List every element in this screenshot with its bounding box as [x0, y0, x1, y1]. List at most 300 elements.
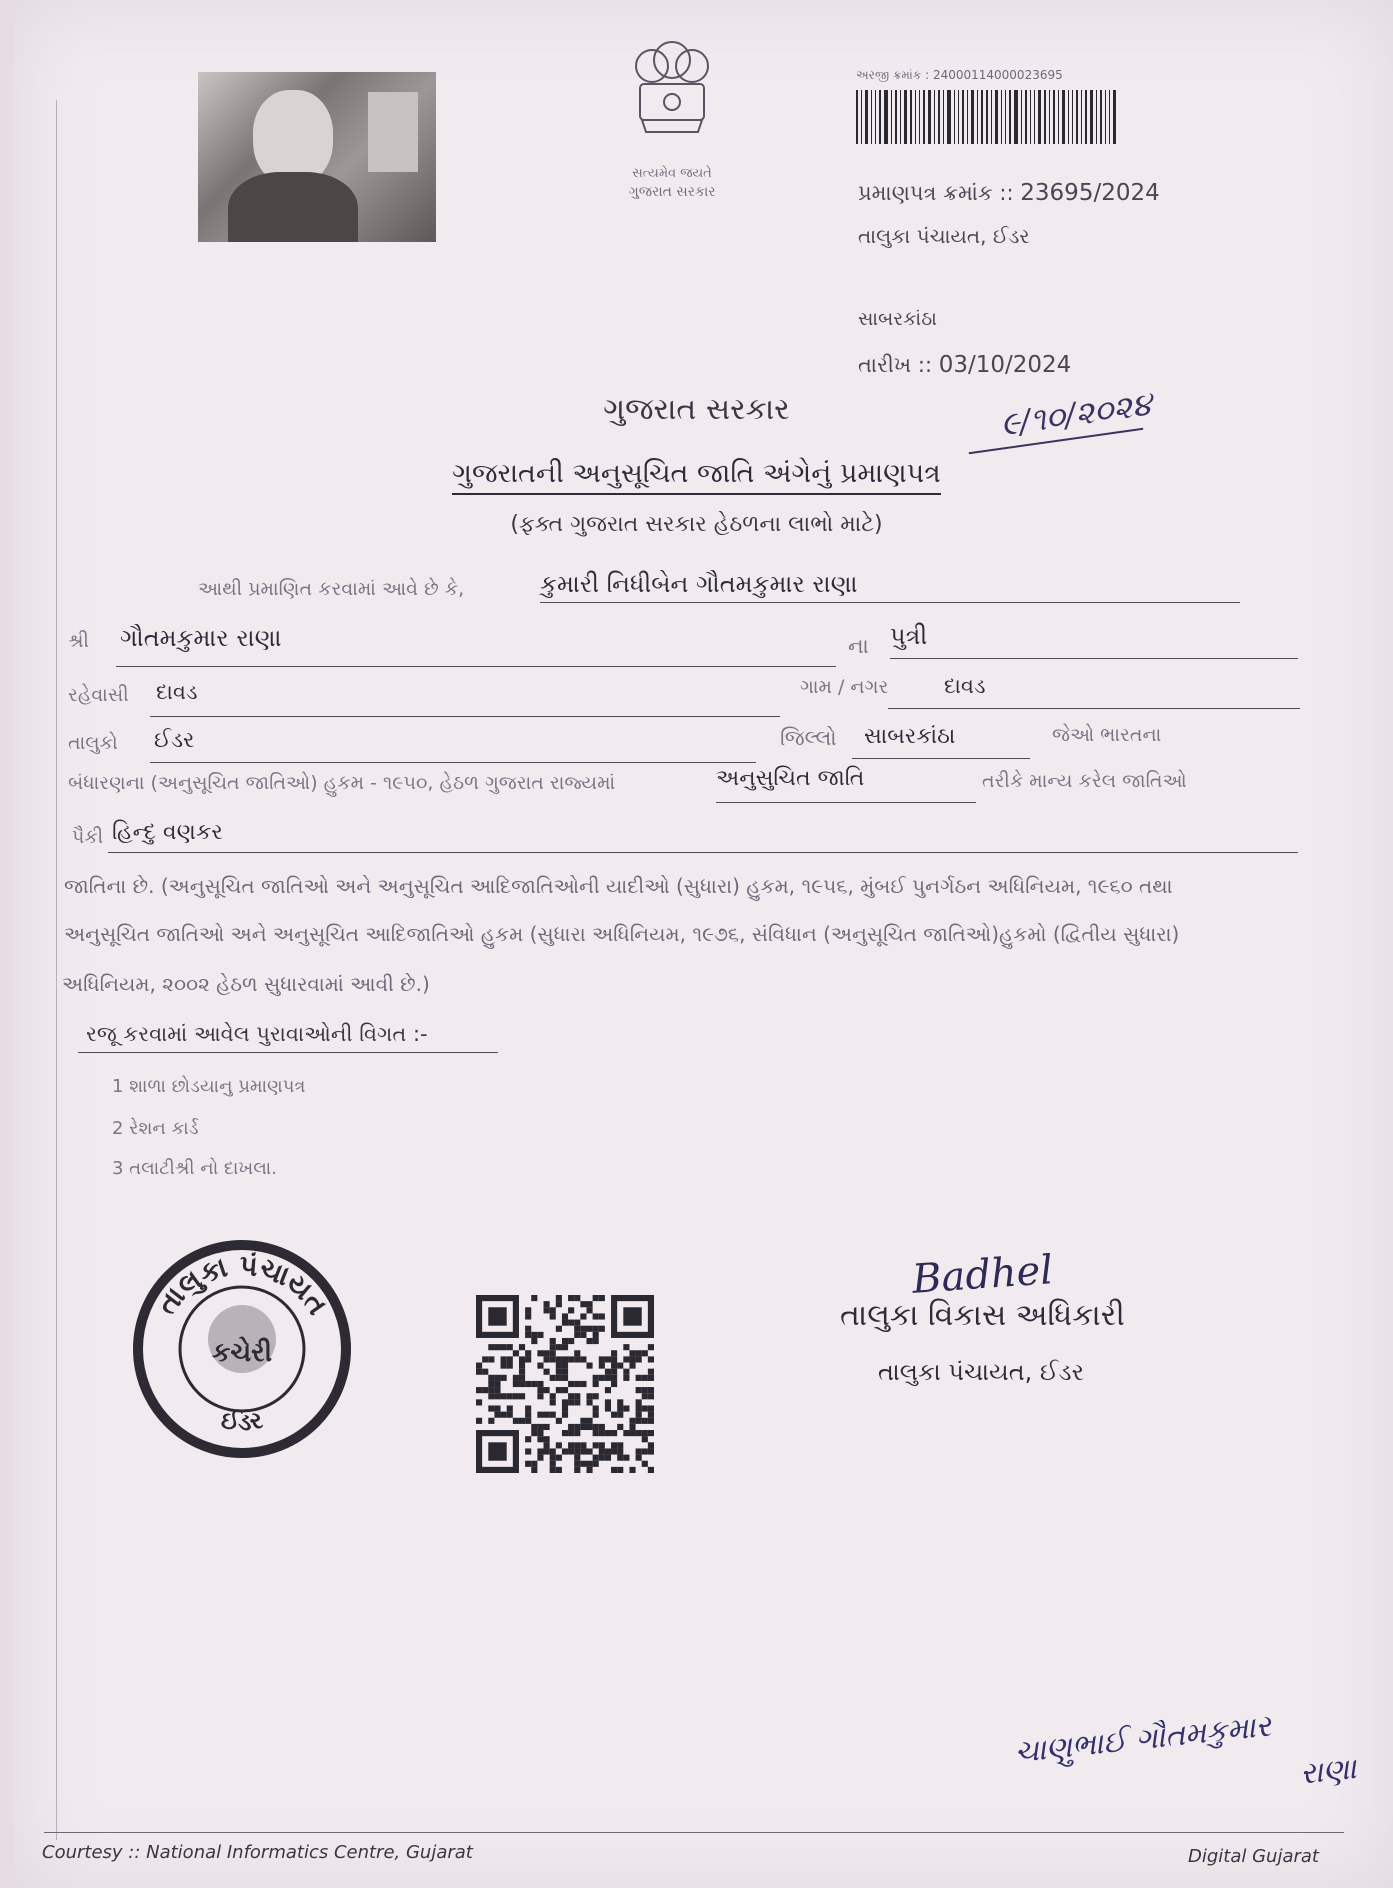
qr-module: [482, 1369, 488, 1375]
barcode-bar: [879, 90, 881, 144]
qr-module: [580, 1424, 586, 1430]
qr-module: [531, 1467, 537, 1473]
qr-module: [537, 1412, 543, 1418]
qr-module: [574, 1356, 580, 1362]
barcode-bar: [958, 90, 959, 144]
qr-module: [562, 1338, 568, 1344]
qr-module: [531, 1424, 537, 1430]
qr-code: [476, 1292, 654, 1476]
qr-module: [629, 1363, 635, 1369]
qr-module: [623, 1369, 629, 1375]
qr-module: [617, 1405, 623, 1411]
qr-module: [519, 1356, 525, 1362]
barcode-bar: [962, 90, 964, 144]
legal-text-line1: જાતિના છે. (અનુસૂચિત જાતિઓ અને અનુસૂચિત આદિજાતિઓની યાદીઓ (સુધારા) હુકમ, ૧૯૫૬, મુંબઈ પુનર્ગઠન અધિનિયમ, ૧૯૬૦ તથા: [64, 874, 1173, 898]
applicant-photo: [198, 72, 436, 242]
qr-module: [507, 1405, 513, 1411]
qr-module: [593, 1430, 599, 1436]
qr-module: [599, 1442, 605, 1448]
qr-module: [629, 1430, 635, 1436]
qr-module: [501, 1356, 507, 1362]
qr-module: [550, 1455, 556, 1461]
qr-module: [550, 1399, 556, 1405]
qr-module: [507, 1356, 513, 1362]
barcode-bar: [1025, 90, 1027, 144]
qr-module: [501, 1375, 507, 1381]
barcode-bar: [1090, 90, 1093, 144]
district-label: જિલ્લો: [780, 726, 837, 750]
qr-module: [586, 1363, 592, 1369]
shri-label: શ્રી: [68, 630, 89, 652]
barcode-bar: [865, 90, 868, 144]
qr-module: [568, 1430, 574, 1436]
qr-module: [593, 1424, 599, 1430]
qr-module: [580, 1418, 586, 1424]
qr-module: [642, 1393, 648, 1399]
qr-module: [507, 1344, 513, 1350]
qr-module: [605, 1455, 611, 1461]
resident-line: [150, 716, 780, 717]
qr-module: [586, 1307, 592, 1313]
qr-module: [525, 1436, 531, 1442]
qr-module: [599, 1430, 605, 1436]
qr-module: [562, 1320, 568, 1326]
qr-module: [531, 1332, 537, 1338]
qr-module: [593, 1455, 599, 1461]
qr-module: [611, 1442, 617, 1448]
legal-text-line3: અધિનિયમ, ૨૦૦૨ હેઠળ સુધારવામાં આવી છે.): [62, 972, 430, 996]
qr-module: [544, 1350, 550, 1356]
qr-module: [629, 1418, 635, 1424]
qr-module: [562, 1387, 568, 1393]
qr-module: [617, 1442, 623, 1448]
india-label: જેઓ ભારતના: [1052, 724, 1162, 746]
qr-module: [648, 1387, 654, 1393]
qr-module: [525, 1381, 531, 1387]
qr-module: [494, 1344, 500, 1350]
qr-module: [586, 1326, 592, 1332]
qr-module: [537, 1424, 543, 1430]
qr-module: [531, 1381, 537, 1387]
qr-module: [574, 1399, 580, 1405]
qr-module: [525, 1332, 531, 1338]
barcode-bar: [1014, 90, 1018, 144]
qr-module: [550, 1448, 556, 1454]
qr-module: [550, 1338, 556, 1344]
barcode-bar: [1038, 90, 1041, 144]
barcode-bar: [991, 90, 992, 144]
applicant-name-line: [540, 602, 1240, 603]
barcode-bar: [1021, 90, 1022, 144]
barcode-bar: [1072, 90, 1073, 144]
qr-module: [568, 1448, 574, 1454]
qr-module: [519, 1369, 525, 1375]
qr-module: [623, 1344, 629, 1350]
qr-module: [586, 1448, 592, 1454]
qr-module: [550, 1356, 556, 1362]
barcode-bar: [895, 90, 897, 144]
qr-module: [544, 1412, 550, 1418]
qr-module: [574, 1442, 580, 1448]
qr-module: [629, 1350, 635, 1356]
resident-value: દાવડ: [156, 680, 198, 704]
barcode-bar: [1058, 90, 1059, 144]
qr-module: [501, 1412, 507, 1418]
qr-module: [501, 1363, 507, 1369]
qr-module: [537, 1363, 543, 1369]
qr-module: [605, 1448, 611, 1454]
qr-module: [513, 1381, 519, 1387]
qr-module: [544, 1356, 550, 1362]
barcode-bar: [977, 90, 978, 144]
qr-module: [617, 1412, 623, 1418]
qr-module: [488, 1442, 506, 1460]
qr-module: [605, 1405, 611, 1411]
qr-module: [525, 1326, 531, 1332]
taluka-label: તાલુકો: [68, 732, 118, 754]
barcode-bar: [915, 90, 916, 144]
qr-module: [494, 1405, 500, 1411]
qr-module: [556, 1467, 562, 1473]
barcode-bar: [928, 90, 931, 144]
qr-module: [611, 1350, 617, 1356]
qr-module: [550, 1467, 556, 1473]
barcode-bar: [871, 90, 872, 144]
evidence-item: 2 રેશન કાર્ડ: [112, 1118, 199, 1139]
barcode-bar: [900, 90, 901, 144]
qr-module: [562, 1363, 568, 1369]
qr-module: [648, 1405, 654, 1411]
qr-module: [599, 1455, 605, 1461]
qr-module: [599, 1326, 605, 1332]
handwritten-date-note: ૯/૧૦/૨૦૨૪: [998, 384, 1154, 444]
qr-module: [605, 1430, 611, 1436]
qr-module: [636, 1399, 642, 1405]
page-edge-line: [56, 100, 57, 1840]
barcode-bar: [995, 90, 998, 144]
qr-module: [580, 1313, 586, 1319]
seal-middle-text: કચેરી: [211, 1338, 273, 1368]
qr-module: [488, 1393, 494, 1399]
qr-module: [580, 1381, 586, 1387]
qr-module: [537, 1350, 543, 1356]
seal-bottom-text: ઈડર: [219, 1405, 266, 1437]
qr-module: [605, 1369, 611, 1375]
qr-module: [537, 1381, 543, 1387]
qr-module: [550, 1307, 556, 1313]
qr-module: [605, 1399, 611, 1405]
qr-module: [562, 1448, 568, 1454]
qr-module: [519, 1418, 525, 1424]
qr-module: [562, 1313, 568, 1319]
qr-module: [605, 1387, 611, 1393]
qr-module: [574, 1332, 580, 1338]
qr-module: [623, 1455, 629, 1461]
qr-module: [488, 1405, 494, 1411]
seal-top-text: તાલુકા પંચાયત: [150, 1248, 335, 1321]
qr-module: [525, 1412, 531, 1418]
qr-module: [525, 1418, 531, 1424]
qr-module: [580, 1301, 586, 1307]
qr-module: [574, 1326, 580, 1332]
qr-module: [642, 1430, 648, 1436]
qr-module: [488, 1344, 494, 1350]
qr-module: [623, 1430, 629, 1436]
peta-label: પૈકી: [72, 826, 104, 848]
qr-module: [574, 1350, 580, 1356]
qr-module: [623, 1356, 629, 1362]
qr-module: [476, 1387, 482, 1393]
qr-module: [611, 1375, 617, 1381]
qr-module: [519, 1393, 525, 1399]
qr-module: [544, 1424, 550, 1430]
qr-module: [568, 1307, 574, 1313]
barcode-bar: [971, 90, 974, 144]
qr-module: [642, 1387, 648, 1393]
qr-module: [556, 1356, 562, 1362]
qr-module: [537, 1387, 543, 1393]
barcode-bar: [1113, 90, 1116, 144]
qr-module: [501, 1344, 507, 1350]
qr-module: [593, 1313, 599, 1319]
qr-module: [550, 1393, 556, 1399]
qr-module: [488, 1375, 494, 1381]
qr-module: [531, 1295, 537, 1301]
qr-module: [648, 1369, 654, 1375]
qr-module: [629, 1467, 635, 1473]
applicant-name: કુમારી નિધીબેન ગૌતમકુમાર રાણા: [540, 570, 858, 598]
qr-module: [593, 1405, 599, 1411]
qr-module: [519, 1344, 525, 1350]
qr-module: [642, 1375, 648, 1381]
officer-signature: Badhel: [910, 1247, 1055, 1303]
qr-module: [556, 1344, 562, 1350]
qr-module: [593, 1442, 599, 1448]
qr-module: [501, 1393, 507, 1399]
qr-module: [580, 1356, 586, 1362]
qr-module: [586, 1424, 592, 1430]
qr-module: [648, 1412, 654, 1418]
qr-module: [556, 1442, 562, 1448]
relation-line: [890, 658, 1298, 659]
qr-module: [636, 1418, 642, 1424]
qr-module: [519, 1363, 525, 1369]
qr-module: [642, 1405, 648, 1411]
qr-module: [580, 1332, 586, 1338]
certify-label: આથી પ્રમાણિત કરવામાં આવે છે કે,: [198, 578, 465, 600]
qr-module: [568, 1338, 574, 1344]
qr-module: [611, 1369, 617, 1375]
qr-module: [507, 1393, 513, 1399]
barcode-bar: [1044, 90, 1046, 144]
qr-module: [574, 1295, 580, 1301]
qr-module: [550, 1412, 556, 1418]
qr-module: [513, 1375, 519, 1381]
qr-module: [544, 1369, 550, 1375]
qr-module: [586, 1467, 592, 1473]
relation: પુત્રી: [890, 622, 928, 650]
qr-module: [611, 1467, 617, 1473]
qr-module: [544, 1301, 550, 1307]
barcode-bar: [1034, 90, 1035, 144]
barcode-bar: [934, 90, 935, 144]
village-line: [888, 708, 1300, 709]
qr-module: [525, 1461, 531, 1467]
qr-module: [642, 1436, 648, 1442]
barcode-bar: [1062, 90, 1065, 144]
qr-module: [586, 1418, 592, 1424]
qr-module: [562, 1344, 568, 1350]
qr-module: [476, 1399, 482, 1405]
qr-module: [531, 1461, 537, 1467]
barcode-bar: [919, 90, 920, 144]
qr-module: [537, 1455, 543, 1461]
qr-module: [617, 1424, 623, 1430]
government-heading: ગુજરાત સરકાર: [603, 392, 790, 427]
qr-module: [494, 1393, 500, 1399]
district-line: [852, 758, 1030, 759]
qr-module: [568, 1356, 574, 1362]
footer-divider: [44, 1832, 1344, 1833]
qr-module: [574, 1467, 580, 1473]
qr-module: [642, 1418, 648, 1424]
qr-module: [623, 1375, 629, 1381]
legal-text-line2: અનુસૂચિત જાતિઓ અને અનુસૂચિત આદિજાતિઓ હુકમ (સુધારા અધિનિયમ, ૧૯૭૬, સંવિધાન (અનુસૂચિત જાતિઓ)હુકમો (દ્વિતીય સુધારા): [64, 922, 1180, 946]
state-emblem-icon: [612, 36, 732, 166]
signatory-office: તાલુકા પંચાયત, ઈડર: [878, 1358, 1084, 1386]
village-label: ગામ / નગર: [800, 676, 889, 698]
barcode-bar: [1081, 90, 1082, 144]
qr-module: [636, 1350, 642, 1356]
qr-module: [586, 1399, 592, 1405]
barcode-bar: [1068, 90, 1069, 144]
qr-module: [482, 1387, 488, 1393]
qr-module: [586, 1393, 592, 1399]
issue-date: તારીખ :: 03/10/2024: [858, 352, 1072, 378]
qr-module: [488, 1381, 494, 1387]
qr-module: [556, 1301, 562, 1307]
qr-module: [556, 1455, 562, 1461]
barcode-bar: [1085, 90, 1087, 144]
qr-module: [531, 1338, 537, 1344]
emblem-motto: સત્યમેવ જયતે: [632, 166, 712, 181]
qr-module: [648, 1430, 654, 1436]
qr-module: [519, 1375, 525, 1381]
certificate-number: પ્રમાણપત્ર ક્રમાંક :: 23695/2024: [858, 180, 1160, 206]
qr-module: [593, 1375, 599, 1381]
svg-text:ઈડર: [219, 1405, 266, 1436]
qr-module: [617, 1455, 623, 1461]
signatory-designation: તાલુકા વિકાસ અધિકારી: [840, 1298, 1125, 1333]
barcode-bar: [1009, 90, 1011, 144]
qr-module: [648, 1356, 654, 1362]
qr-module: [507, 1363, 513, 1369]
qr-module: [544, 1448, 550, 1454]
qr-module: [525, 1350, 531, 1356]
qr-module: [623, 1405, 629, 1411]
applicant-signature-line2: રાણા: [1298, 1751, 1359, 1792]
qr-module: [550, 1375, 556, 1381]
qr-module: [648, 1344, 654, 1350]
qr-module: [574, 1381, 580, 1387]
qr-module: [568, 1393, 574, 1399]
evidence-item: 3 તલાટીશ્રી નો દાખલા.: [112, 1158, 277, 1179]
qr-module: [593, 1393, 599, 1399]
evidence-heading-line: [78, 1052, 498, 1053]
qr-module: [617, 1448, 623, 1454]
qr-module: [562, 1356, 568, 1362]
barcode-bar: [1053, 90, 1055, 144]
footer-brand: Digital Gujarat: [1188, 1846, 1319, 1867]
qr-module: [636, 1375, 642, 1381]
qr-module: [593, 1295, 599, 1301]
office-taluka: તાલુકા પંચાયત, ઈડર: [858, 224, 1030, 248]
na-label: ના: [848, 634, 869, 658]
qr-module: [611, 1381, 617, 1387]
qr-module: [648, 1418, 654, 1424]
qr-module: [562, 1399, 568, 1405]
qr-module: [599, 1363, 605, 1369]
qr-module: [574, 1430, 580, 1436]
caste-line: [108, 852, 1298, 853]
qr-module: [599, 1295, 605, 1301]
qr-module: [599, 1424, 605, 1430]
qr-module: [574, 1455, 580, 1461]
qr-module: [513, 1393, 519, 1399]
qr-module: [537, 1448, 543, 1454]
constitution-text: બંધારણના (અનુસૂચિત જાતિઓ) હુકમ - ૧૯૫૦, હેઠળ ગુજરાત રાજ્યમાં: [68, 772, 616, 794]
qr-module: [593, 1461, 599, 1467]
qr-module: [562, 1369, 568, 1375]
caste-category: અનુસુચિત જાતિ: [716, 766, 865, 791]
qr-module: [636, 1356, 642, 1362]
qr-module: [537, 1393, 543, 1399]
qr-module: [636, 1412, 642, 1418]
qr-module: [537, 1430, 543, 1436]
qr-module: [617, 1399, 623, 1405]
qr-module: [544, 1387, 550, 1393]
barcode: [856, 90, 1131, 144]
qr-module: [494, 1381, 500, 1387]
qr-module: [550, 1350, 556, 1356]
barcode-bar: [904, 90, 907, 144]
qr-module: [574, 1393, 580, 1399]
barcode-bar: [923, 90, 925, 144]
qr-module: [544, 1436, 550, 1442]
barcode-bar: [884, 90, 888, 144]
qr-module: [476, 1369, 482, 1375]
evidence-heading: રજૂ કરવામાં આવેલ પુરાવાઓની વિગત :-: [86, 1022, 428, 1046]
applicant-signature-line1: ચાણુભાઈ ગૌતમકુમાર: [1012, 1708, 1273, 1771]
taluka-line: [150, 762, 756, 763]
qr-module: [556, 1363, 562, 1369]
father-name-line: [116, 666, 836, 667]
qr-module: [636, 1448, 642, 1454]
qr-module: [580, 1461, 586, 1467]
qr-module: [488, 1387, 494, 1393]
footer-courtesy: Courtesy :: National Informatics Centre, Gujarat: [42, 1842, 473, 1863]
recognized-text: તરીકે માન્ય કરેલ જાતિઓ: [982, 770, 1187, 792]
barcode-bar: [967, 90, 968, 144]
barcode-bar: [1030, 90, 1031, 144]
qr-module: [599, 1313, 605, 1319]
qr-module: [507, 1412, 513, 1418]
qr-module: [488, 1307, 506, 1325]
barcode-bar: [986, 90, 988, 144]
qr-module: [476, 1418, 482, 1424]
resident-label: રહેવાસી: [68, 684, 129, 706]
qr-module: [568, 1424, 574, 1430]
